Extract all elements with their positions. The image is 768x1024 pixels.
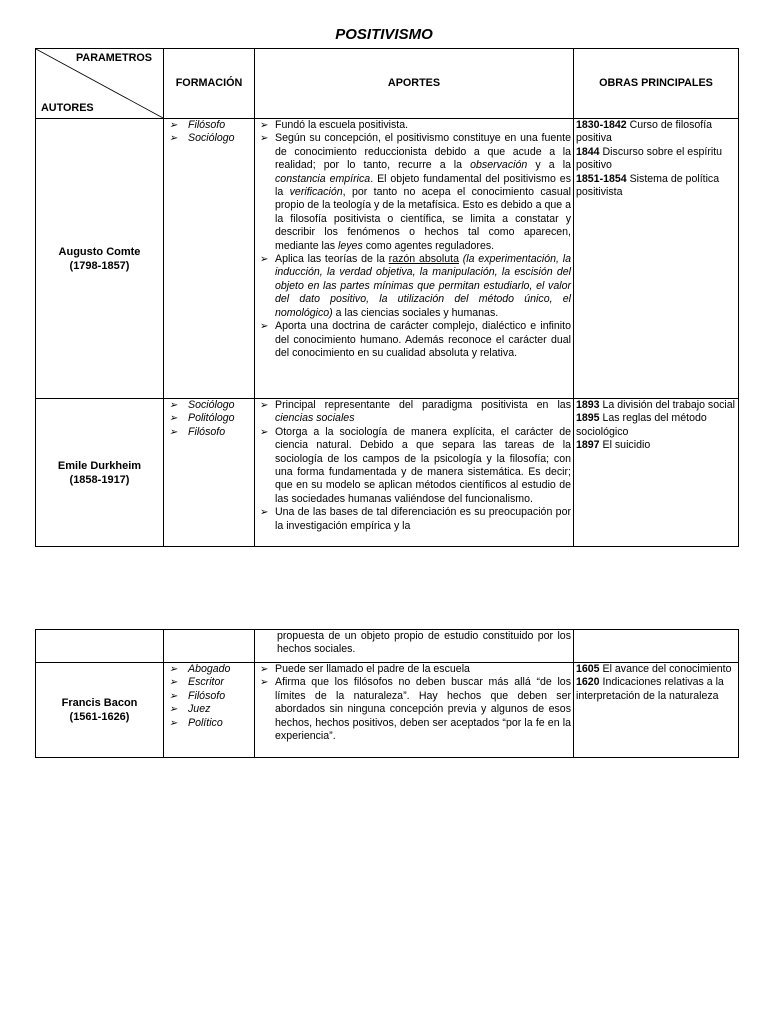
author-cell — [36, 663, 164, 758]
formacion-item: ➢ Politólogo — [166, 412, 252, 425]
obra-item: 1897 El suicidio — [576, 439, 651, 452]
aporte-item: ➢ Otorga a la sociología de manera explícita, el carácter de ciencia natural. Debido a que separa las tareas de la sociología de los campos de la psicología y la filosofía; con una forma fundamentada y de manera sistemática. Es decir; que en su modelo se aplican métodos científicos al estudio de las sociedades humanas valiéndose del funcionalismo. — [257, 426, 571, 506]
formacion-cell — [164, 663, 255, 758]
empty-cell — [36, 630, 164, 663]
empty-cell — [164, 630, 255, 663]
formacion-item: ➢ Filósofo — [166, 426, 252, 439]
formacion-cell — [164, 119, 255, 399]
aporte-item: ➢ Afirma que los filósofos no deben buscar más allá “de los límites de la naturaleza”. Hay hechos que deben ser abordados sin ninguna concepción previa y algunos de esos hechos, hechos positivos, deben ser aceptados “por la fe en la experiencia”. — [257, 676, 571, 743]
obra-item: 1830-1842 Curso de filosofía positiva — [576, 119, 713, 145]
author-cell — [36, 399, 164, 547]
author-name: Augusto Comte — [58, 245, 141, 258]
formacion-item: ➢ Político — [166, 717, 252, 730]
author-row-durkheim — [36, 399, 739, 547]
formacion-item: ➢ Abogado — [166, 663, 252, 676]
aportes-cell — [255, 663, 574, 758]
obra-item: 1895 Las reglas del método sociológico — [576, 412, 707, 438]
positivismo-table — [35, 48, 739, 547]
formacion-header: FORMACIÓN — [164, 49, 255, 119]
obras-cell — [574, 119, 739, 399]
formacion-item: ➢ Juez — [166, 703, 252, 716]
obra-item: 1620 Indicaciones relativas a la interpretación de la naturaleza — [576, 676, 724, 702]
formacion-cell — [164, 399, 255, 547]
aporte-continuation: propuesta de un objeto propio de estudio constituido por los hechos sociales. — [277, 630, 571, 656]
diagonal-header-cell — [36, 49, 164, 119]
formacion-item: ➢ Filósofo — [166, 119, 252, 132]
page-title: POSITIVISMO — [335, 26, 433, 43]
author-cell — [36, 119, 164, 399]
obras-cell — [574, 663, 739, 758]
formacion-item: ➢ Escritor — [166, 676, 252, 689]
aportes-header: APORTES — [255, 49, 574, 119]
aportes-cell — [255, 119, 574, 399]
aporte-item: ➢ Fundó la escuela positivista. — [257, 119, 571, 132]
obra-item: 1851-1854 Sistema de política positivista — [576, 172, 720, 199]
aporte-item: ➢ Puede ser llamado el padre de la escuela — [257, 663, 571, 676]
obra-item: 1893 La división del trabajo social — [576, 399, 736, 411]
aporte-item: ➢ Principal representante del paradigma positivista en las ciencias sociales — [257, 399, 571, 426]
obras-header: OBRAS PRINCIPALES — [574, 49, 739, 119]
formacion-item: ➢ Sociólogo — [166, 132, 252, 145]
obra-item: 1844 Discurso sobre el espíritu positivo — [576, 145, 723, 172]
header-row — [36, 49, 739, 119]
author-row-comte — [36, 119, 739, 399]
autores-label: AUTORES — [41, 101, 94, 114]
obra-item: 1605 El avance del conocimiento — [576, 663, 732, 675]
parametros-label: PARAMETROS — [76, 52, 152, 64]
author-row-bacon — [36, 663, 739, 758]
obras-cell — [574, 399, 739, 547]
author-name: Francis Bacon — [61, 697, 138, 709]
formacion-item: ➢ Sociólogo — [166, 399, 252, 412]
aporte-item: ➢ Una de las bases de tal diferenciación es su preocupación por la investigación empírica y la — [257, 506, 571, 533]
author-years: (1858-1917) — [69, 473, 130, 486]
aportes-cell — [255, 630, 574, 663]
author-years: (1561-1626) — [69, 711, 130, 723]
aporte-item: ➢ Aporta una doctrina de carácter complejo, dialéctico e infinito del conocimiento humano. Además reconoce el carácter dual del conocimiento en su cualidad absoluta y relativa. — [257, 320, 571, 360]
aporte-item: ➢ Según su concepción, el positivismo constituye en una fuente de conocimiento reduccionista debido a que acude a la realidad; por lo tanto, recurre a la observación y a la constancia empírica. El objeto fundamental del positivismo es la verificación, por tanto no acepa el conocimiento casual propio de la teología y de la metafísica. Esto es debido a que a la filosofía positivista o científica, se limita a constatar y describir los fenómenos o hechos tal como aparecen, mediante las leyes como agentes reguladores. — [257, 132, 571, 253]
aporte-item: ➢ Aplica las teorías de la razón absoluta (la experimentación, la inducción, la verdad objetiva, la manipulación, la escisión del objeto en las partes mínimas que permitan estudiarlo, el valor del dato positivo, la utilización del método único, el nomológico) a las ciencias sociales y humanas. — [257, 253, 571, 320]
continuation-row — [36, 630, 739, 663]
formacion-item: ➢ Filósofo — [166, 690, 252, 703]
aportes-cell — [255, 399, 574, 547]
author-name: Emile Durkheim — [57, 459, 142, 472]
author-years: (1798-1857) — [69, 259, 130, 272]
empty-cell — [574, 630, 739, 663]
positivismo-table-continued — [35, 629, 739, 758]
